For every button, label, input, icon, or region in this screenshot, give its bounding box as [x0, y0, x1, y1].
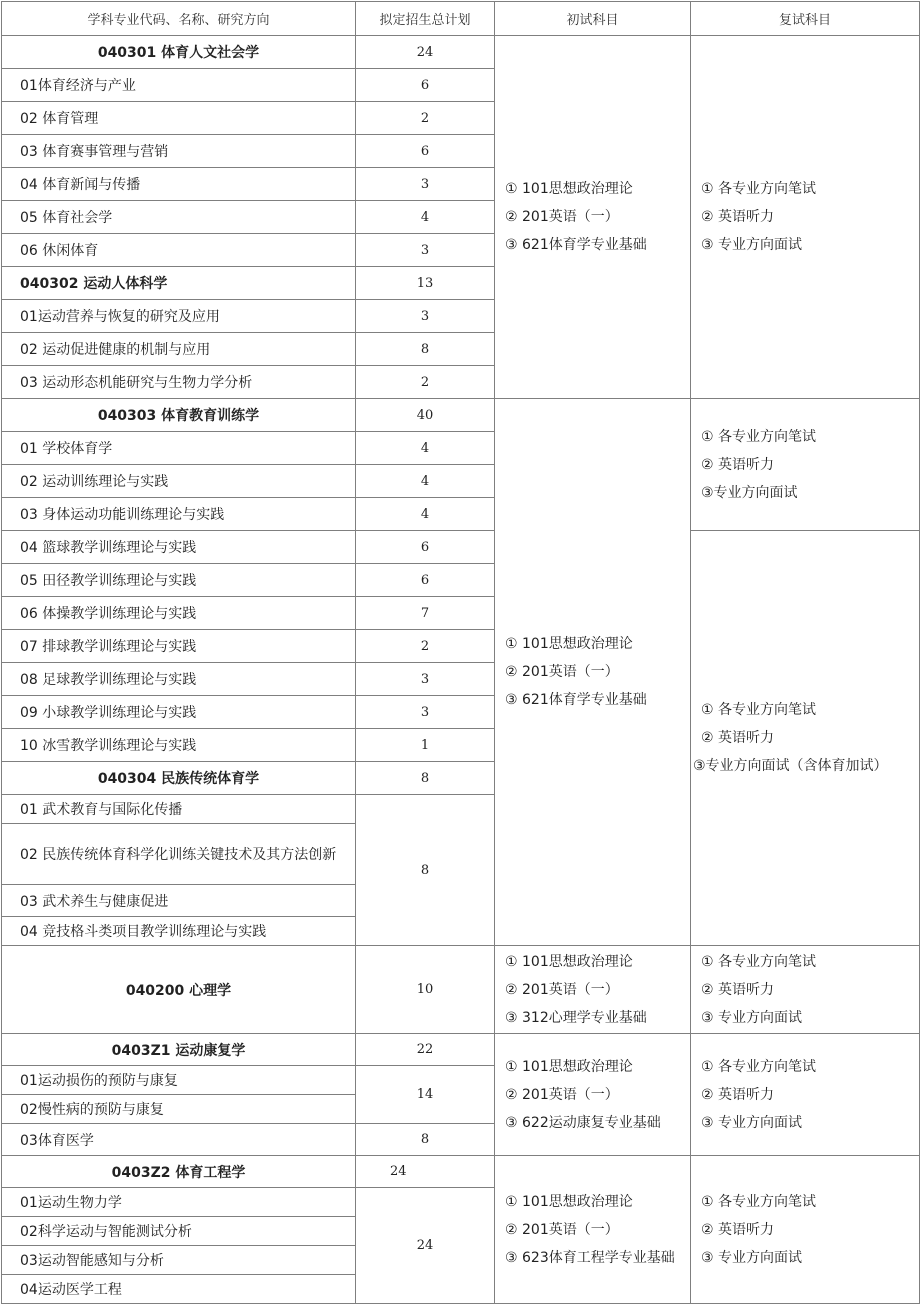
major-title: 040304 民族传统体育学: [2, 762, 356, 795]
first-exam-item: ① 101思想政治理论: [505, 1058, 633, 1075]
direction-name: 04运动医学工程: [2, 1275, 356, 1304]
re-exam-item: ② 英语听力: [701, 209, 775, 225]
first-exam-item: ③ 621体育学专业基础: [505, 237, 647, 253]
direction-plan: 2: [356, 102, 495, 135]
direction-plan: 3: [356, 300, 495, 333]
direction-plan: 3: [356, 168, 495, 201]
major-total: 40: [356, 399, 495, 432]
first-exam-item: ② 201英语（一）: [505, 1086, 619, 1103]
direction-name: 04 竞技格斗类项目教学训练理论与实践: [2, 917, 356, 946]
direction-name: 03 体育赛事管理与营销: [2, 135, 356, 168]
major-title: 0403Z1 运动康复学: [2, 1034, 356, 1066]
direction-name: 04 篮球教学训练理论与实践: [2, 531, 356, 564]
first-exam-cell: [495, 1156, 691, 1304]
direction-name: 10 冰雪教学训练理论与实践: [2, 729, 356, 762]
direction-name: 03 运动形态机能研究与生物力学分析: [2, 366, 356, 399]
first-exam-cell: [495, 1034, 691, 1156]
direction-name: 02 民族传统体育科学化训练关键技术及其方法创新: [2, 824, 356, 885]
direction-row: [2, 531, 920, 564]
header-direction: 学科专业代码、名称、研究方向: [2, 2, 356, 36]
first-exam-item: ② 201英语（一）: [505, 981, 619, 998]
first-exam-item: ① 101思想政治理论: [505, 181, 633, 197]
major-row: [2, 399, 920, 432]
first-exam-item: ① 101思想政治理论: [505, 953, 633, 970]
first-exam-item: ③ 623体育工程学专业基础: [505, 1249, 675, 1266]
first-exam-item: ② 201英语（一）: [505, 209, 619, 225]
group-plan: 14: [356, 1066, 495, 1124]
direction-name: 02 运动训练理论与实践: [2, 465, 356, 498]
direction-plan: 1: [356, 729, 495, 762]
group-plan: 24: [356, 1188, 495, 1304]
re-exam-item: ③专业方向面试（含体育加试）: [693, 758, 888, 774]
direction-name: 06 体操教学训练理论与实践: [2, 597, 356, 630]
re-exam-cell: [691, 946, 920, 1034]
direction-name: 04 体育新闻与传播: [2, 168, 356, 201]
first-exam-item: ③ 621体育学专业基础: [505, 692, 647, 708]
direction-name: 02科学运动与智能测试分析: [2, 1217, 356, 1246]
major-title: 040301 体育人文社会学: [2, 36, 356, 69]
direction-name: 01 武术教育与国际化传播: [2, 795, 356, 824]
major-total: 13: [356, 267, 495, 300]
major-total: 24: [356, 36, 495, 69]
direction-plan: 8: [356, 1124, 495, 1156]
major-row: [2, 946, 920, 1034]
first-exam-cell: [495, 36, 691, 399]
re-exam-item: ② 英语听力: [701, 981, 775, 998]
direction-plan: 3: [356, 696, 495, 729]
major-row: [2, 36, 920, 69]
direction-name: 03 武术养生与健康促进: [2, 885, 356, 917]
major-total: 22: [356, 1034, 495, 1066]
re-exam-item: ② 英语听力: [701, 1086, 775, 1103]
direction-name: 05 体育社会学: [2, 201, 356, 234]
direction-name: 01运动营养与恢复的研究及应用: [2, 300, 356, 333]
direction-plan: 6: [356, 135, 495, 168]
direction-plan: 6: [356, 531, 495, 564]
major-row: [2, 1034, 920, 1066]
direction-name: 02 体育管理: [2, 102, 356, 135]
direction-name: 02慢性病的预防与康复: [2, 1095, 356, 1124]
direction-name: 01运动生物力学: [2, 1188, 356, 1217]
direction-name: 07 排球教学训练理论与实践: [2, 630, 356, 663]
re-exam-cell: [691, 399, 920, 531]
direction-plan: 3: [356, 663, 495, 696]
major-total: 24: [356, 1156, 495, 1188]
re-exam-cell: [691, 531, 920, 946]
major-title: 040200 心理学: [2, 946, 356, 1034]
direction-name: 09 小球教学训练理论与实践: [2, 696, 356, 729]
re-exam-item: ② 英语听力: [701, 730, 775, 746]
direction-plan: 3: [356, 234, 495, 267]
re-exam-item: ② 英语听力: [701, 1221, 775, 1238]
group-plan: 8: [356, 795, 495, 946]
direction-plan: 6: [356, 69, 495, 102]
direction-name: 01 学校体育学: [2, 432, 356, 465]
first-exam-cell: [495, 399, 691, 946]
re-exam-item: ① 各专业方向笔试: [701, 1058, 817, 1075]
header-row: [2, 2, 920, 36]
direction-name: 05 田径教学训练理论与实践: [2, 564, 356, 597]
re-exam-item: ③ 专业方向面试: [701, 237, 803, 253]
re-exam-cell: [691, 1156, 920, 1304]
direction-name: 02 运动促进健康的机制与应用: [2, 333, 356, 366]
re-exam-item: ③ 专业方向面试: [701, 1249, 803, 1266]
re-exam-item: ② 英语听力: [701, 456, 775, 473]
direction-plan: 7: [356, 597, 495, 630]
re-exam-item: ① 各专业方向笔试: [701, 181, 817, 197]
first-exam-cell: [495, 946, 691, 1034]
first-exam-item: ② 201英语（一）: [505, 1221, 619, 1238]
direction-plan: 4: [356, 498, 495, 531]
direction-name: 08 足球教学训练理论与实践: [2, 663, 356, 696]
header-plan: 拟定招生总计划: [356, 2, 495, 36]
re-exam-cell: [691, 36, 920, 399]
first-exam-item: ② 201英语（一）: [505, 664, 619, 680]
re-exam-item: ③ 专业方向面试: [701, 1009, 803, 1026]
re-exam-item: ① 各专业方向笔试: [701, 1193, 817, 1210]
direction-plan: 4: [356, 465, 495, 498]
major-title: 040302 运动人体科学: [2, 267, 356, 300]
direction-name: 01体育经济与产业: [2, 69, 356, 102]
direction-name: 06 休闲体育: [2, 234, 356, 267]
admission-plan-table: [1, 1, 920, 1304]
re-exam-item: ① 各专业方向笔试: [701, 953, 817, 970]
first-exam-item: ① 101思想政治理论: [505, 636, 633, 652]
first-exam-item: ① 101思想政治理论: [505, 1193, 633, 1210]
re-exam-item: ③ 专业方向面试: [701, 1114, 803, 1131]
direction-plan: 2: [356, 366, 495, 399]
direction-name: 03体育医学: [2, 1124, 356, 1156]
direction-plan: 4: [356, 201, 495, 234]
major-total: 8: [356, 762, 495, 795]
major-title: 040303 体育教育训练学: [2, 399, 356, 432]
first-exam-item: ③ 312心理学专业基础: [505, 1009, 647, 1026]
direction-name: 01运动损伤的预防与康复: [2, 1066, 356, 1095]
re-exam-item: ① 各专业方向笔试: [701, 702, 817, 718]
major-row: [2, 1156, 920, 1188]
direction-name: 03运动智能感知与分析: [2, 1246, 356, 1275]
direction-plan: 6: [356, 564, 495, 597]
major-title: 0403Z2 体育工程学: [2, 1156, 356, 1188]
direction-plan: 8: [356, 333, 495, 366]
header-first-exam: 初试科目: [495, 2, 691, 36]
header-re-exam: 复试科目: [691, 2, 920, 36]
re-exam-item: ① 各专业方向笔试: [701, 428, 817, 445]
direction-plan: 4: [356, 432, 495, 465]
major-total: 10: [356, 946, 495, 1034]
direction-plan: 2: [356, 630, 495, 663]
re-exam-cell: [691, 1034, 920, 1156]
direction-name: 03 身体运动功能训练理论与实践: [2, 498, 356, 531]
re-exam-item: ③专业方向面试: [701, 484, 798, 501]
first-exam-item: ③ 622运动康复专业基础: [505, 1114, 661, 1131]
